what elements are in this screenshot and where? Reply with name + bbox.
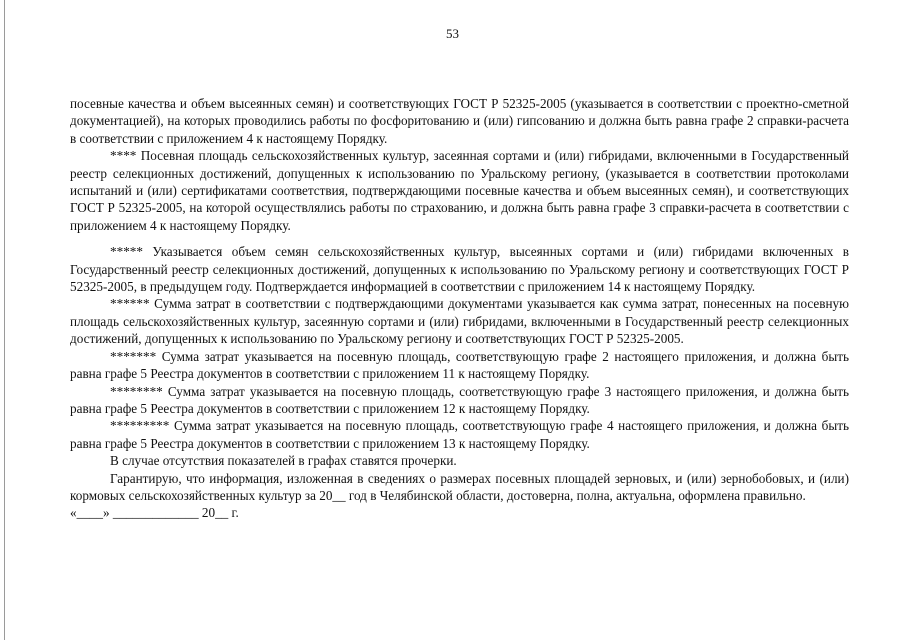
document-body (70, 95, 849, 522)
footnote-6-stars: ****** Сумма затрат в соответствии с подтверждающими документами указывается как сумма затрат, понесенных на посевную площадь сельскохозяйственных культур, засеянную сортами и (или) гибридами, включенными в Государственный реестр селекционных достижений, допущенных к использованию по Уральскому региону и соответствующих ГОСТ Р 52325-2005. (70, 296, 849, 347)
footnote-4-stars: **** Посевная площадь сельскохозяйственных культур, засеянная сортами и (или) гибридами, включенными в Государственный реестр селекционных достижений, допущенных к использованию по Уральскому региону, (указывается в соответствии протоколами испытаний и (или) сертификатами соответствия, подтверждающими посевные качества и объем высеянных семян), и соответствующих ГОСТ Р 52325-2005, на которой осуществлялись работы по страхованию, и должна быть равна графе 3 справки-расчета в соответствии с приложением 4 к настоящему Порядку. (70, 148, 849, 233)
dashes-note: В случае отсутствия показателей в графах ставятся прочерки. (110, 453, 457, 469)
date-line: «____» _____________ 20__ г. (70, 505, 239, 521)
footnote-9-stars: ********* Сумма затрат указывается на посевную площадь, соответствующую графе 4 настоящего приложения, и должна быть равна графе 5 Реестра документов в соответствии с приложением 13 к настоящему Порядку. (70, 418, 849, 451)
footnote-7-stars: ******* Сумма затрат указывается на посевную площадь, соответствующую графе 2 настоящего приложения, и должна быть равна графе 5 Реестра документов в соответствии с приложением 11 к настоящему Порядку. (70, 348, 849, 382)
footnote-8-stars: ******** Сумма затрат указывается на посевную площадь, соответствующую графе 3 настоящего приложения, и должна быть равна графе 5 Реестра документов в соответствии с приложением 12 к настоящему Порядку. (70, 383, 849, 416)
paragraph-continuation: посевные качества и объем высеянных семян) и соответствующих ГОСТ Р 52325-2005 (указывается в соответствии с проектно-сметной документацией), на которых проводились работы по фосфоритованию и (или) гипсованию и должна быть равна графе 2 справки-расчета в соответствии с приложением 4 к настоящему Порядку. (70, 96, 849, 146)
page-left-border (4, 0, 5, 640)
footnote-5-stars: ***** Указывается объем семян сельскохозяйственных культур, высеянных сортами и (или) гибридами включенных в Государственный реестр селекционных достижений, допущенных к использованию по Уральскому региону и соответствующих ГОСТ Р 52325-2005, в предыдущем году. Подтверждается информацией в соответствии с приложением 14 к настоящему Порядку. (70, 244, 849, 295)
page-number: 53 (446, 26, 459, 41)
guarantee-statement: Гарантирую, что информация, изложенная в сведениях о размерах посевных площадей зерновых, и (или) зернобобовых, и (или) кормовых сельскохозяйственных культур за 20__ год в Челябинской области, достоверна, полна, актуальна, оформлена правильно. (70, 470, 849, 503)
